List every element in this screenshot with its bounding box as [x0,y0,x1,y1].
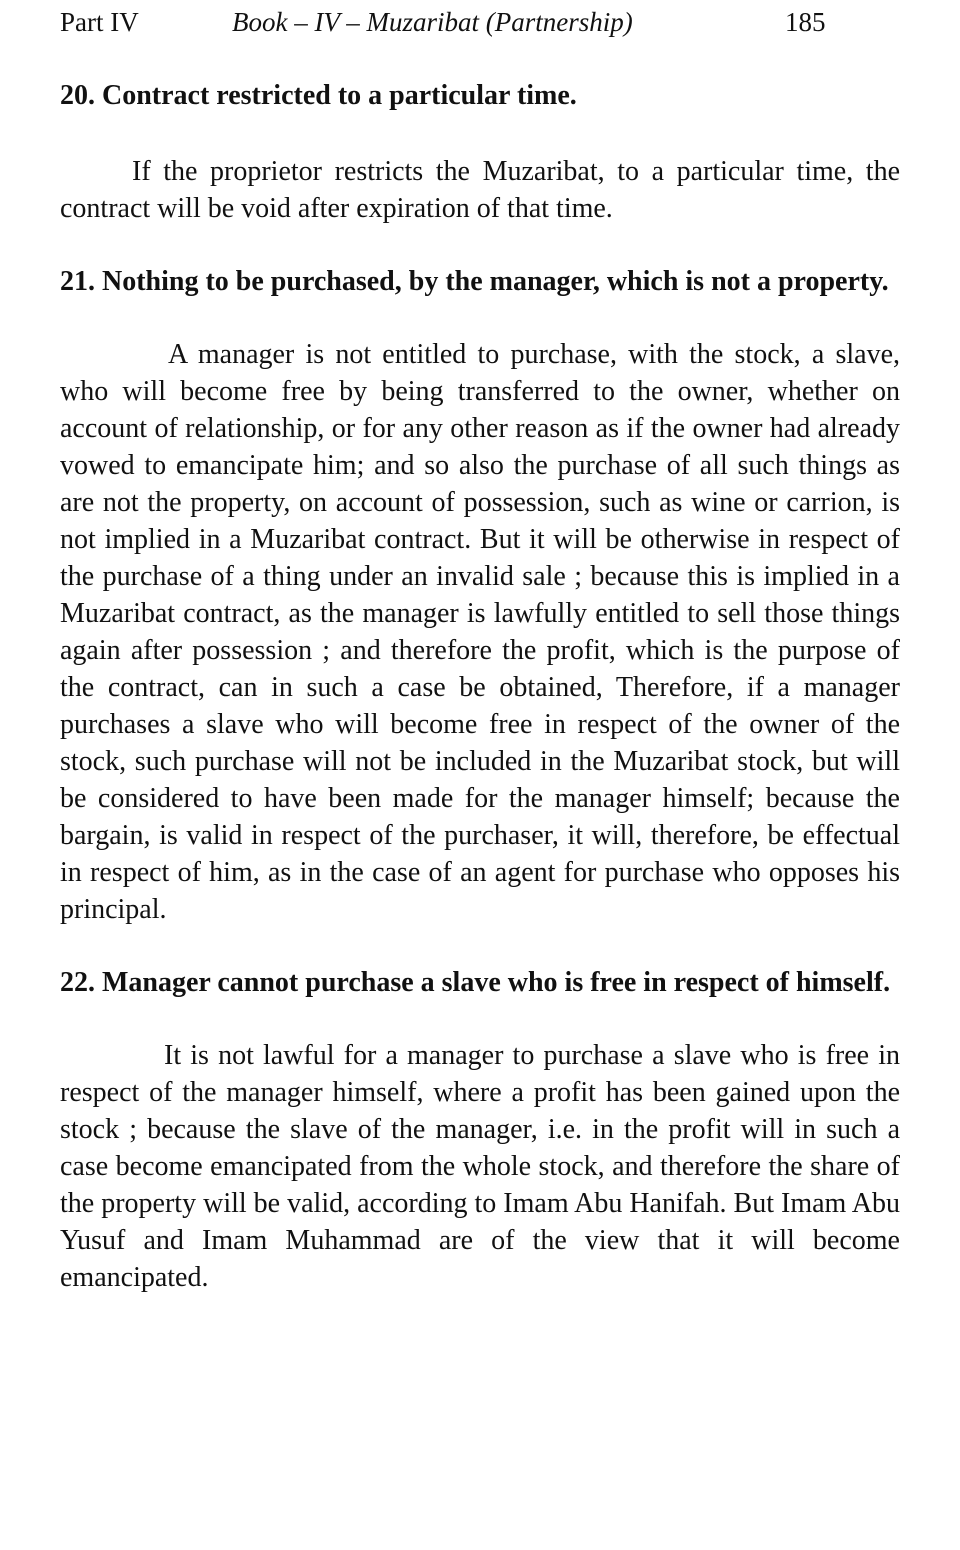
part-label: Part IV [60,7,139,37]
section-20-heading: 20. Contract restricted to a particular time. [60,80,577,111]
section-22-heading: 22. Manager cannot purchase a slave who is free in respect of himself. [60,967,891,998]
section-20-paragraph: If the proprietor restricts the Muzaribat, to a particular time, the contract will be void after expiration of that time. [60,156,900,224]
book-page [60,0,900,1296]
section-21-paragraph: A manager is not entitled to purchase, with the stock, a slave, who will become free by being transferred to the owner, whether on account of relationship, or for any other reason as if the owner had already vowed to emancipate him; and so also the purchase of all such things as are not the property, on account of possession, such as wine or carrion, is not implied in a Muzaribat contract. But it will be otherwise in respect of the purchase of a thing under an invalid sale ; because this is implied in a Muzaribat contract, as the manager is lawfully entitled to sell those things again after possession ; and therefore the profit, which is the purpose of the contract, can in such a case be obtained, Therefore, if a manager purchases a slave who will become free in respect of the owner of the stock, such purchase will not be included in the Muzaribat stock, but will be considered to have been made for the manager himself; because the bargain, is valid in respect of the purchaser, it will, therefore, be effectual in respect of him, as in the case of an agent for purchase who opposes his principal. [60,339,900,925]
running-header [60,0,900,44]
section-21-heading: 21. Nothing to be purchased, by the manager, which is not a property. [60,266,889,297]
page-number: 185 [785,7,826,37]
section-22-paragraph: It is not lawful for a manager to purchase a slave who is free in respect of the manager himself, where a profit has been gained upon the stock ; because the slave of the manager, i.e. in the profit will in such a case become emancipated from the whole stock, and therefore the share of the property will be valid, according to Imam Abu Hanifah. But Imam Abu Yusuf and Imam Muhammad are of the view that it will become emancipated. [60,1040,900,1293]
book-title: Book – IV – Muzaribat (Partnership) [232,7,633,37]
